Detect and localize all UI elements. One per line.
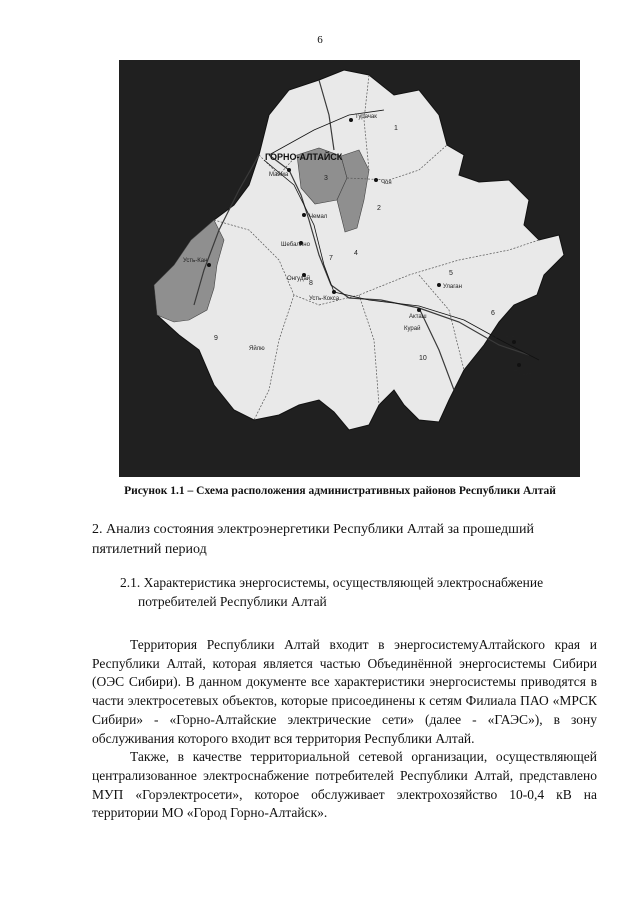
body-paragraph-1: Территория Республики Алтай входит в энергосистемуАлтайского края и Республики Алтай, которая является частью Объединённой энергосистемы Сибири (ОЭС Сибири). В данном документе все характеристики энергосистемы приводятся в части электросетевых объектов, которые присоединены к сетям Филиала ПАО «МРСК Сибири» - «Горно-Алтайские электрические сети» (далее - «ГАЭС»), в зону обслуживания которого входит вся территория Республики Алтай.	[92, 637, 597, 746]
svg-text:2: 2	[377, 205, 381, 212]
svg-text:7: 7	[329, 255, 333, 262]
svg-text:8: 8	[309, 280, 313, 287]
svg-text:Яйлю: Яйлю	[249, 346, 265, 352]
svg-text:Акташ: Акташ	[409, 314, 427, 320]
svg-text:4: 4	[354, 250, 358, 257]
region-map	[119, 60, 580, 477]
svg-text:10: 10	[419, 355, 427, 362]
svg-text:Улаган: Улаган	[443, 284, 462, 290]
svg-text:Майма: Майма	[269, 172, 289, 178]
svg-text:6: 6	[491, 310, 495, 317]
subsection-heading-line2: потребителей Республики Алтай	[138, 594, 327, 609]
svg-text:Онгудай: Онгудай	[287, 276, 311, 282]
svg-text:3: 3	[324, 175, 328, 182]
region-map-graphic	[119, 60, 580, 477]
body-paragraph-2: Также, в качестве территориальной сетевой организации, осуществляющей централизованное электроснабжение потребителей Республики Алтай, представлено МУП «Горэлектросети», которое обслуживает электрохозяйство 10-0,4 кВ на территории МО «Город Горно-Алтайск».	[92, 749, 597, 821]
svg-text:Кош-Агач: Кош-Агач	[491, 334, 518, 340]
figure-caption: Рисунок 1.1 – Схема расположения административных районов Республики Алтай	[124, 485, 556, 497]
svg-text:Шебалино: Шебалино	[281, 242, 310, 248]
subsection-heading-line1: 2.1. Характеристика энергосистемы, осуществляющей электроснабжение	[120, 575, 544, 590]
svg-text:5: 5	[449, 270, 453, 277]
svg-text:1: 1	[394, 125, 398, 132]
svg-text:Курай: Курай	[404, 326, 421, 332]
svg-text:Чоя: Чоя	[381, 180, 392, 186]
subsection-heading	[120, 573, 600, 611]
map-city-label: ГОРНО-АЛТАЙСК	[265, 152, 343, 162]
svg-text:Усть-Кан: Усть-Кан	[183, 258, 208, 264]
section-heading: 2. Анализ состояния электроэнергетики Республики Алтай за прошедший пятилетний период	[92, 522, 534, 557]
svg-text:Турачак: Турачак	[355, 114, 377, 120]
svg-text:9: 9	[214, 335, 218, 342]
svg-text:Чемал: Чемал	[309, 214, 328, 220]
svg-text:Усть-Кокса: Усть-Кокса	[309, 296, 340, 302]
page-number: 6	[317, 34, 323, 46]
svg-text:Ташанта: Ташанта	[514, 371, 539, 377]
body-text	[92, 636, 597, 823]
